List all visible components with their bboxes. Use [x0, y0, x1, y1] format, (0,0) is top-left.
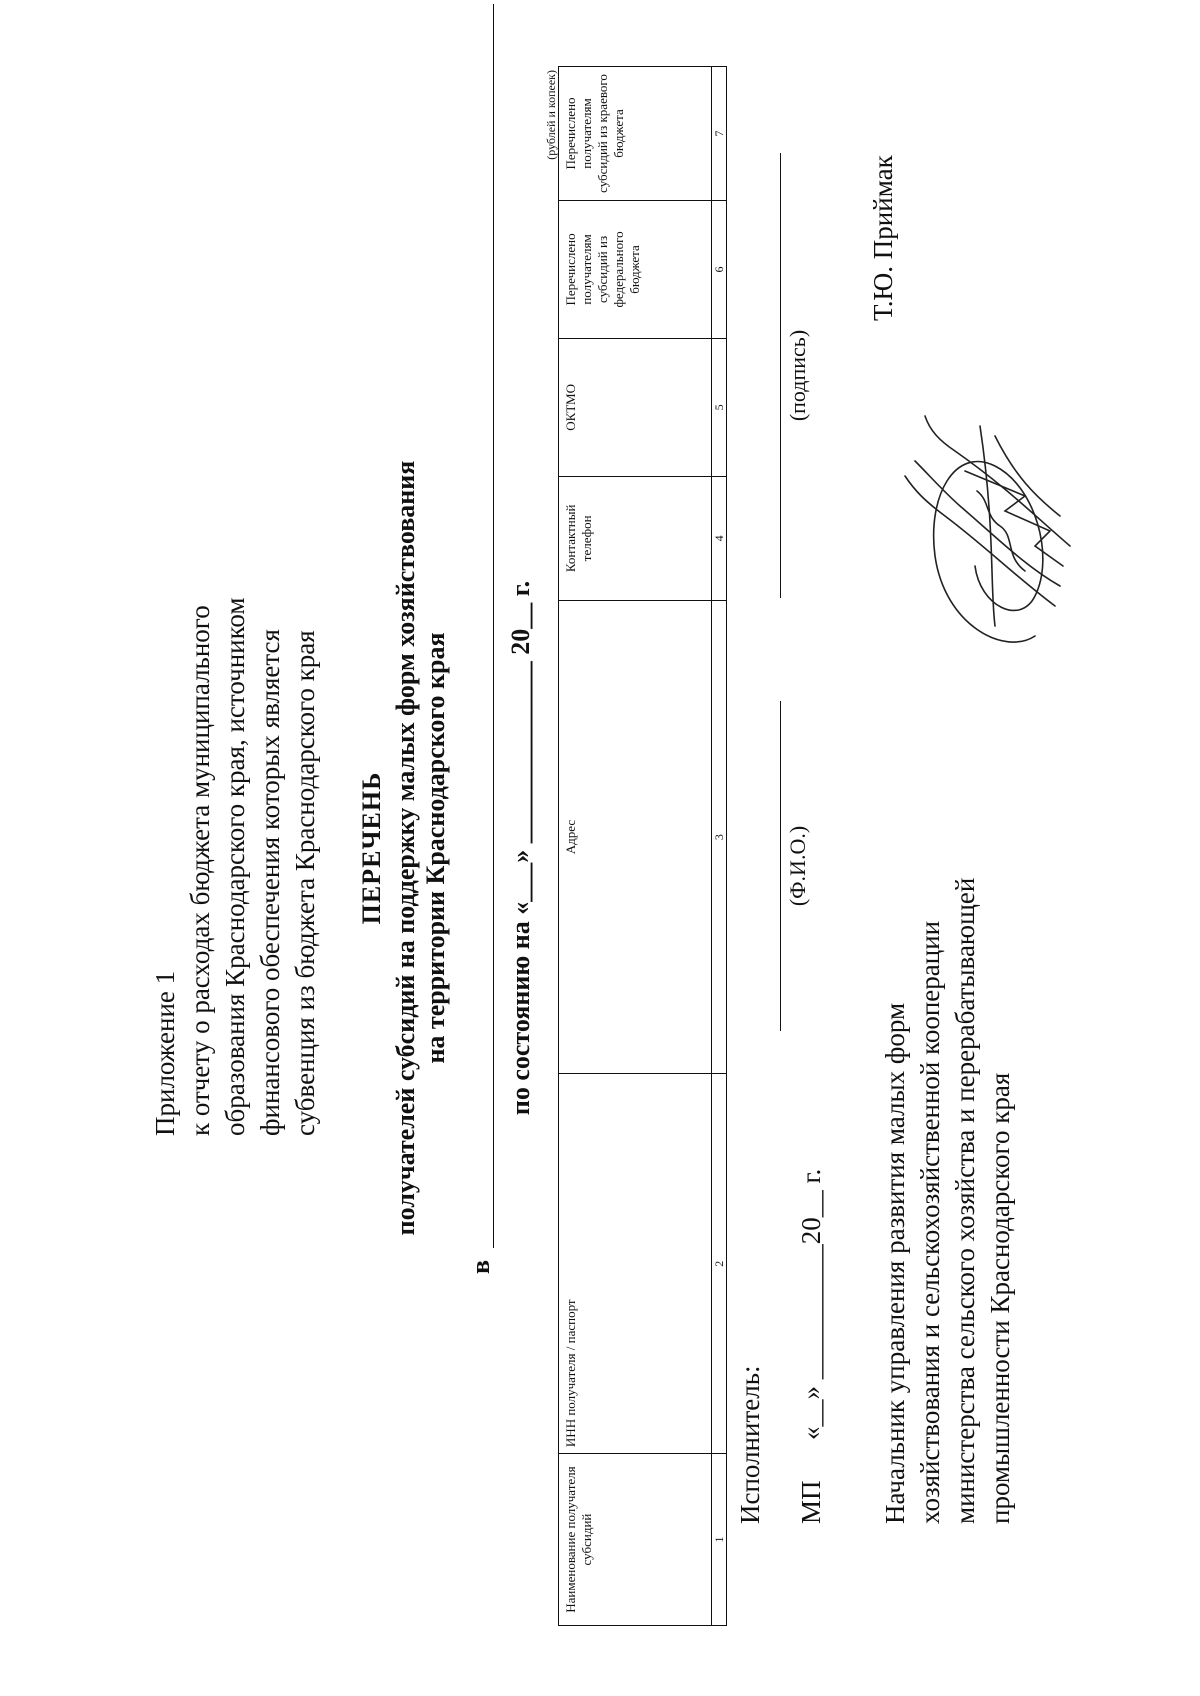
month-blank: __________ [796, 1244, 826, 1380]
year-suffix: г. [506, 580, 535, 597]
appendix-line: Приложение 1 [150, 970, 180, 1136]
column-header: ИНН получателя / паспорт [559, 1074, 712, 1454]
chief-position-line: промышленности Краснодарского края [985, 1072, 1015, 1524]
document-subtitle-region: на территории Краснодарского края [421, 632, 450, 1064]
signature-line [780, 153, 781, 598]
municipality-label: в [466, 1259, 495, 1274]
executor-label: Исполнитель: [735, 1365, 765, 1524]
day-blank: ___ [506, 862, 535, 902]
column-number: 6 [712, 200, 727, 338]
table-header-row [559, 67, 712, 1626]
year-suffix: г. [796, 1168, 826, 1184]
document-title: ПЕРЕЧЕНЬ [357, 771, 386, 925]
as-of-prefix: по состоянию на « [506, 901, 535, 1116]
column-header: Перечислено получателям субсидий из федерального бюджета [559, 200, 712, 338]
column-header: Наименование получателя субсидий [559, 1454, 712, 1626]
year-prefix: 20 [506, 628, 535, 655]
appendix-line: к отчету о расходах бюджета муниципального [185, 605, 215, 1136]
municipality-field [462, 4, 502, 1274]
column-number-row [712, 67, 727, 1626]
column-number: 2 [712, 1074, 727, 1454]
column-number: 1 [712, 1454, 727, 1626]
unit-note: (рублей и копеек) [544, 70, 558, 160]
mp-label: МП [796, 1480, 826, 1524]
year-prefix: 20 [796, 1217, 826, 1245]
column-number: 5 [712, 338, 727, 476]
handwritten-signature [885, 406, 1085, 666]
year-blank: __ [796, 1190, 826, 1218]
signature-caption: (подпись) [785, 329, 810, 422]
chief-position-line: Начальник управления развития малых форм [880, 1002, 910, 1524]
appendix-line: финансового обеспечения которых является [255, 629, 285, 1136]
municipality-blank-line [493, 4, 494, 1248]
recipients-table [558, 66, 727, 1626]
as-of-date-line [505, 0, 537, 1696]
column-header: Перечислено получателям субсидий из краевого бюджета [559, 67, 712, 201]
date-open: « [796, 1426, 826, 1440]
document-subtitle: получателей субсидий на поддержку малых форм хозяйствования [391, 460, 420, 1236]
appendix-block [148, 598, 323, 1136]
chief-position-line: хозяйствования и сельскохозяйственной кооперации [915, 920, 945, 1524]
column-header: ОКТМО [559, 338, 712, 476]
as-of-mid: » [506, 849, 535, 863]
chief-position [878, 878, 1018, 1524]
day-blank: __ [796, 1399, 826, 1427]
column-header: Адрес [559, 600, 712, 1074]
signer-name: Т.Ю. Приймак [868, 155, 898, 321]
date-close: » [796, 1385, 826, 1400]
column-number: 4 [712, 476, 727, 600]
fio-line [780, 701, 781, 1031]
column-header: Контактный телефон [559, 476, 712, 600]
column-number: 3 [712, 600, 727, 1074]
month-blank: ______________ [506, 661, 535, 844]
year-blank: __ [506, 602, 535, 629]
chief-position-line: министерства сельского хозяйства и перерабатывающей [950, 877, 980, 1524]
stamp-date-line [796, 1169, 827, 1524]
fio-caption: (Ф.И.О.) [785, 825, 810, 907]
column-number: 7 [712, 67, 727, 201]
appendix-line: субвенция из бюджета Краснодарского края [290, 630, 320, 1136]
appendix-line: образования Краснодарского края, источником [220, 597, 250, 1136]
